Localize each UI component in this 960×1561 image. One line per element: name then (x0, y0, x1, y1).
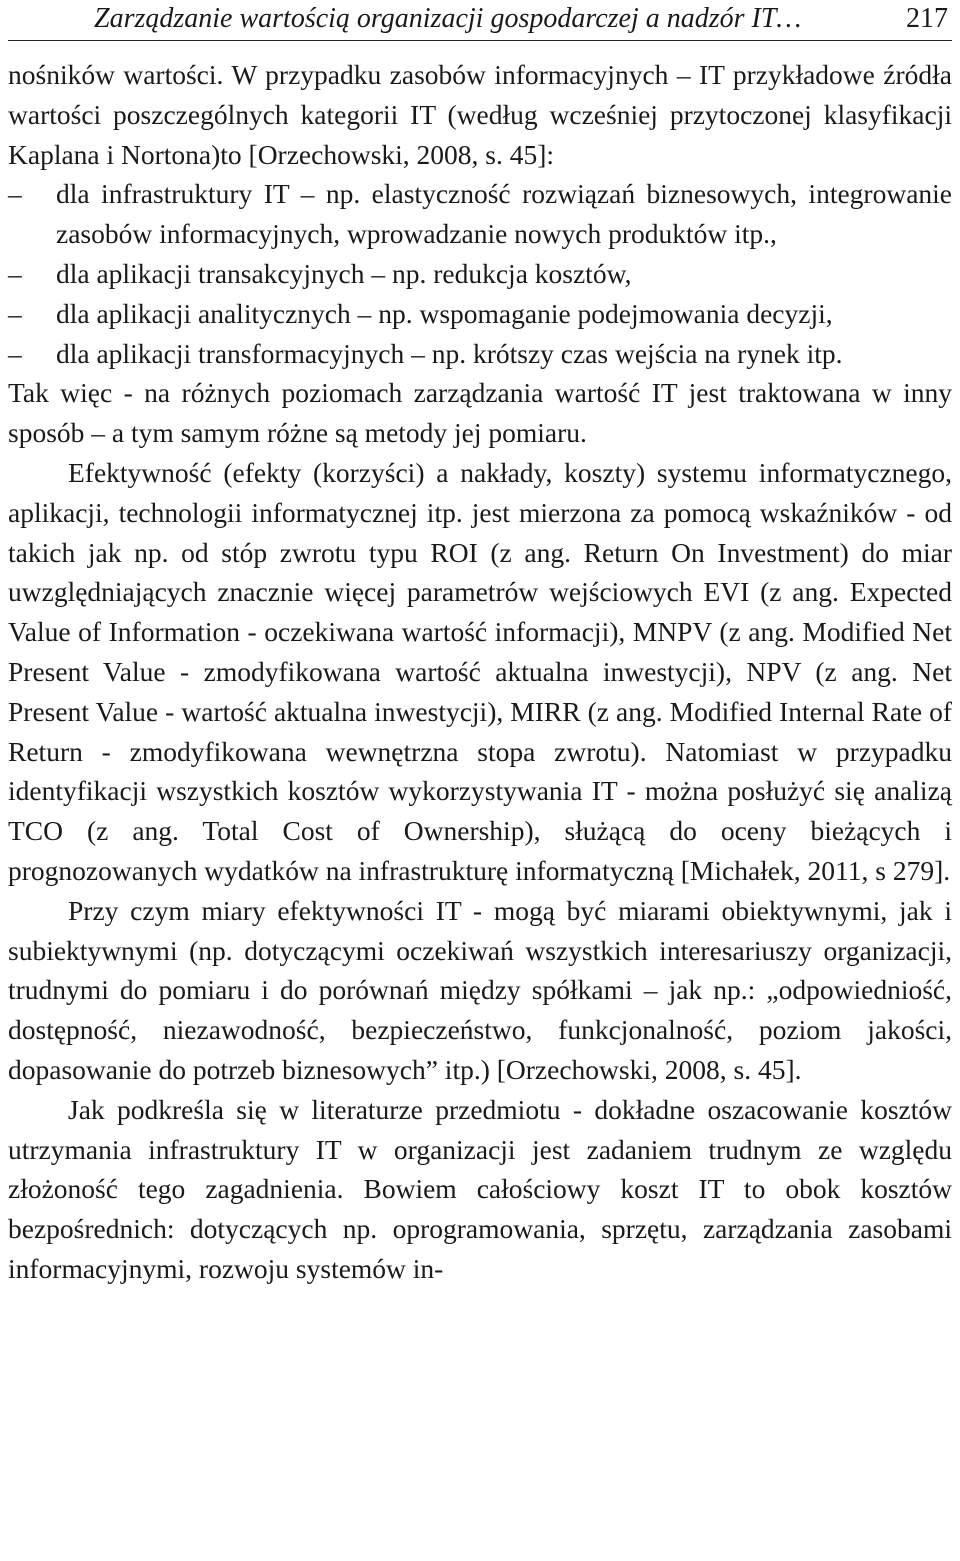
dash-marker: – (8, 178, 22, 210)
header-title: Zarządzanie wartością organizacji gospodarczej a nadzór IT… (94, 3, 802, 34)
list-item-text: dla aplikacji transakcyjnych – np. redukcja kosztów, (56, 257, 632, 289)
list-item (8, 334, 952, 374)
list-item-text: dla aplikacji analitycznych – np. wspomaganie podejmowania decyzji, (56, 297, 833, 329)
objective-subjective-paragraph: Przy czym miary efektywności IT - mogą być miarami obiektywnymi, jak i subiektywnymi (np. dotyczącymi oczekiwań wszystkich interesariuszy organizacji, trudnymi do pomiaru i do porównań między spółkami – jak np.: „odpowiedniość, dostępność, niezawodność, bezpieczeństwo, funkcjonalność, poziom jakości, dopasowanie do potrzeb biznesowych” itp.) [Orzechowski, 2008, s. 45]. (8, 894, 952, 1085)
page-number: 217 (906, 3, 948, 34)
list-item (8, 294, 952, 334)
dash-marker: – (8, 257, 22, 289)
running-header (8, 0, 952, 41)
list-item (8, 254, 952, 294)
efficiency-measures-paragraph: Efektywność (efekty (korzyści) a nakłady, koszty) systemu informatycznego, aplikacji, technologii informatycznej itp. jest mierzona za pomocą wskaźników - od takich jak np. od stóp zwrotu typu ROI (z ang. Return On Investment) do miar uwzględniających znacznie więcej parametrów wejściowych EVI (z ang. Expected Value of Information - oczekiwana wartość informacji), MNPV (z ang. Modified Net Present Value - zmodyfikowana wartość aktualna inwestycji), NPV (z ang. Net Present Value - wartość aktualna inwestycji), MIRR (z ang. Modified Internal Rate of Return - zmodyfikowana wewnętrzna stopa zwrotu). Natomiast w przypadku identyfikacji wszystkich kosztów wykorzystywania IT - można posłużyć się analizą TCO (z ang. Total Cost of Ownership), służącą do oceny bieżących i prognozowanych wydatków na infrastrukturę informatyczną [Michałek, 2011, s 279]. (8, 456, 952, 886)
cost-estimation-paragraph: Jak podkreśla się w literaturze przedmiotu - dokładne oszacowanie kosztów utrzymania infrastruktury IT w organizacji jest zadaniem trudnym ze względu złożoność tego zagadnienia. Bowiem całościowy koszt IT to obok kosztów bezpośrednich: dotyczących np. oprogramowania, sprzętu, zarządzania zasobami informacyjnymi, rozwoju systemów in- (8, 1093, 952, 1284)
intro-paragraph: nośników wartości. W przypadku zasobów informacyjnych – IT przykładowe źródła wartości poszczególnych kategorii IT (według wcześniej przytoczonej klasyfikacji Kaplana i Nortona)to [Orzechowski, 2008, s. 45]: (8, 59, 952, 170)
value-sources-list (8, 174, 952, 373)
document-body (8, 55, 952, 1289)
list-item (8, 174, 952, 254)
dash-marker: – (8, 297, 22, 329)
summary-paragraph: Tak więc - na różnych poziomach zarządzania wartość IT jest traktowana w inny sposób – a tym samym różne są metody jej pomiaru. (8, 377, 952, 449)
list-item-text: dla aplikacji transformacyjnych – np. krótszy czas wejścia na rynek itp. (56, 337, 843, 369)
dash-marker: – (8, 337, 22, 369)
list-item-text: dla infrastruktury IT – np. elastyczność rozwiązań biznesowych, integrowanie zasobów informacyjnych, wprowadzanie nowych produktów itp., (56, 178, 952, 250)
